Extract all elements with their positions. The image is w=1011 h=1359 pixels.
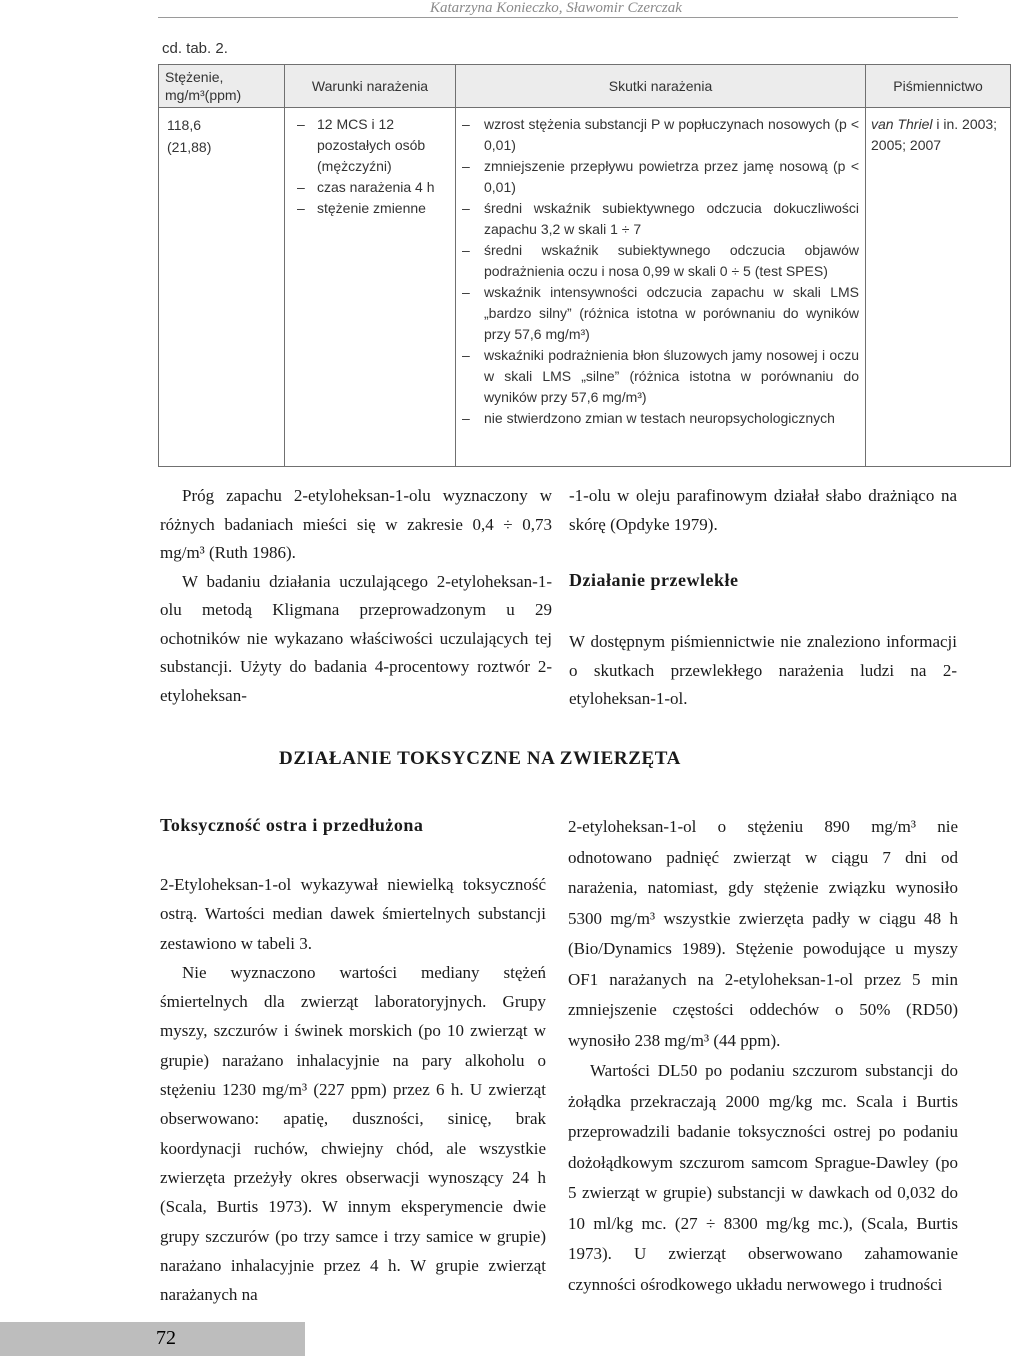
exposure-effects-table — [158, 64, 1011, 467]
section-heading: Toksyczność ostra i przedłużona — [160, 815, 424, 835]
effect-item: – zmniejszenie przepływu powietrza przez jamę nosową (p < 0,01) — [456, 156, 865, 198]
page-number-bar — [0, 1322, 305, 1356]
paragraph: -1-olu w oleju parafinowym działał słabo drażniąco na skórę (Opdyke 1979). — [569, 486, 957, 534]
effect-item: – średni wskaźnik subiektywnego odczucia dokuczliwości zapachu 3,2 w skali 1 ÷ 7 — [456, 198, 865, 240]
header-effects: Skutki narażenia — [456, 65, 866, 108]
table-caption: cd. tab. 2. — [162, 40, 228, 57]
effect-item: – średni wskaźnik subiektywnego odczucia objawów podrażnienia oczu i nosa 0,99 w skali 0 ÷ 5 (test SPES) — [456, 240, 865, 282]
lower-left-column — [160, 870, 546, 1309]
chapter-title: DZIAŁANIE TOKSYCZNE NA ZWIERZĘTA — [279, 748, 681, 769]
condition-item: – czas narażenia 4 h — [291, 177, 451, 198]
upper-right-column — [569, 482, 957, 539]
effect-item: – nie stwierdzono zmian w testach neuropsychologicznych — [456, 408, 865, 429]
header-conditions: Warunki narażenia — [285, 65, 456, 108]
running-head: Katarzyna Konieczko, Sławomir Czerczak — [430, 0, 682, 16]
concentration-mg: 118,6 — [167, 117, 201, 133]
paragraph: 2-etyloheksan-1-ol o stężeniu 890 mg/m³ nie odnotowano padnięć zwierząt w ciągu 7 dni od narażenia, natomiast, gdy stężenie związku wynosiło 5300 mg/m³ wszystkie zwierzęta padły w ciągu 48 h (Bio/Dynamics 1989). Stężenie powodujące u myszy OF1 narażanych na 2-etyloheksan-1-ol przez 5 min zmniejszenie częstości oddechów o 50% (RD50) wynosiło 238 mg/m³ (44 ppm). — [568, 817, 958, 1050]
concentration-ppm: (21,88) — [167, 139, 212, 155]
upper-right-column-2 — [569, 628, 957, 714]
condition-item: – 12 MCS i 12 pozostałych osób (mężczyźni) — [291, 114, 451, 177]
upper-left-column — [160, 482, 552, 710]
paragraph: W badaniu działania uczulającego 2-etyloheksan-1-olu metodą Kligmana przeprowadzonym u 29 ochotników nie wykazano właściwości uczulających tej substancji. Użyty do badania 4-procentowy roztwór 2-etyloheksan- — [160, 571, 552, 705]
conditions-cell — [285, 108, 456, 467]
effect-item: – wskaźnik intensywności odczucia zapachu w skali LMS „bardzo silny” (różnica istotna w porównaniu do wyników przy 57,6 mg/m³) — [456, 282, 865, 345]
header-literature: Piśmiennictwo — [866, 65, 1011, 108]
literature-years: i in. 2003; 2005; 2007 — [871, 116, 998, 153]
paragraph: Próg zapachu 2-etyloheksan-1-olu wyznaczony w różnych badaniach mieści się w zakresie 0,4 ÷ 0,73 mg/m³ (Ruth 1986). — [160, 486, 552, 562]
lower-right-column — [568, 812, 958, 1300]
effect-item: – wzrost stężenia substancji P w popłuczynach nosowych (p < 0,01) — [456, 114, 865, 156]
header-rule — [158, 17, 958, 18]
concentration-cell — [159, 108, 285, 467]
effect-item: – wskaźniki podrażnienia błon śluzowych jamy nosowej i oczu w skali LMS „silne” (różnica istotna w porównaniu do wyników przy 57,6 mg/m³) — [456, 345, 865, 408]
paragraph: W dostępnym piśmiennictwie nie znaleziono informacji o skutkach przewlekłego narażenia ludzi na 2-etyloheksan-1-ol. — [569, 632, 957, 708]
effects-cell — [456, 108, 866, 467]
paragraph: 2-Etyloheksan-1-ol wykazywał niewielką toksyczność ostrą. Wartości median dawek śmiertelnych substancji zestawiono w tabeli 3. — [160, 875, 546, 953]
section-heading: Działanie przewlekłe — [569, 570, 739, 590]
literature-cell — [866, 108, 1011, 467]
paragraph: Wartości DL50 po podaniu szczurom substancji do żołądka przekraczają 2000 mg/kg mc. Scala i Burtis przeprowadzili badanie toksyczności ostrej po podaniu dożołądkowym szczurom samcom Sprague-Dawley (po 5 zwierząt w grupie) substancji w dawkach od 0,032 do 10 ml/kg mc. (27 ÷ 8300 mg/kg mc.), (Scala, Burtis 1973). U zwierząt obserwowano zahamowanie czynności ośrodkowego układu nerwowego i trudności — [568, 1061, 958, 1294]
literature-author: van Thriel — [871, 116, 933, 132]
paragraph: Nie wyznaczono wartości mediany stężeń śmiertelnych dla zwierząt laboratoryjnych. Grupy myszy, szczurów i świnek morskich (po 10 zwierząt w grupie) narażano inhalacyjnie na pary alkoholu o stężeniu 1230 mg/m³ (227 ppm) przez 6 h. U zwierząt obserwowano: apatię, duszności, sinicę, brak koordynacji ruchów, chwiejny chód, ale wszystkie zwierzęta przeżyły okres obserwacji wynoszący 24 h (Scala, Burtis 1973). W innym eksperymencie dwie grupy szczurów (po trzy samce i trzy samice w grupie) narażano inhalacyjnie przez 4 h. W grupie zwierząt narażanych na — [160, 962, 546, 1305]
page-number: 72 — [156, 1327, 176, 1349]
header-concentration: Stężenie, mg/m³(ppm) — [159, 65, 285, 108]
table-row — [159, 108, 1011, 467]
condition-item: – stężenie zmienne — [291, 198, 451, 219]
